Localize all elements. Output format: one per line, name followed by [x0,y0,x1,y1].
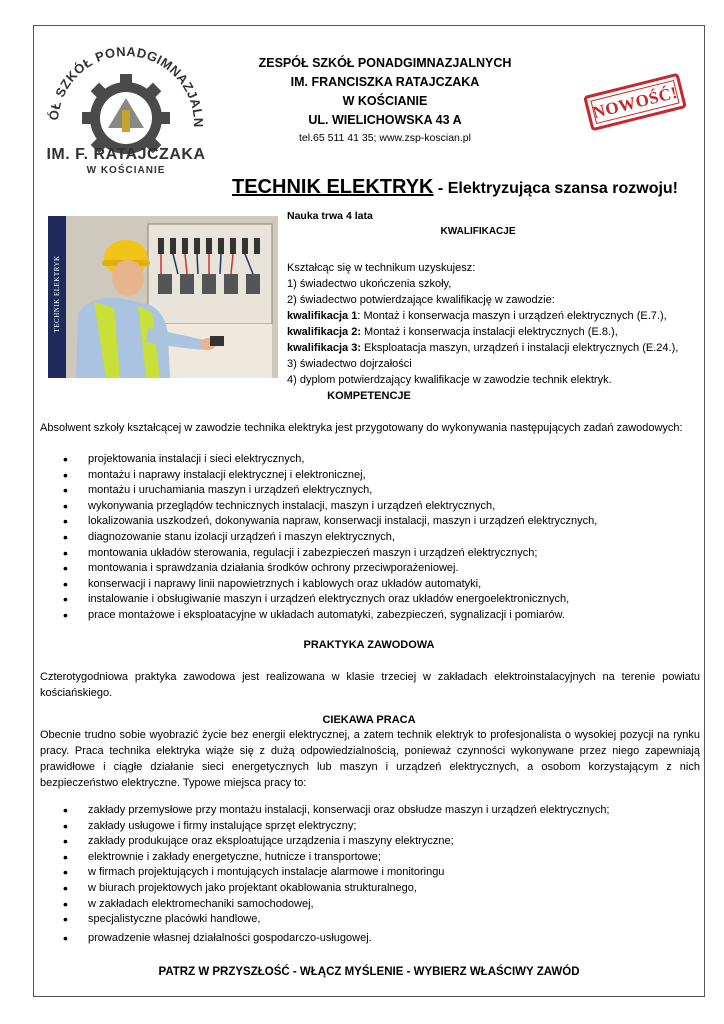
work-text [40,727,700,791]
practice-heading: PRAKTYKA ZAWODOWA [303,639,435,651]
list-item: • konserwacji i naprawy linii napowietrznych i kablowych oraz układów automatyki, [60,577,700,593]
qualifications-heading: KWALIFIKACJE [440,226,516,237]
list-item: • lokalizowania uszkodzeń, dokonywania napraw, konserwacji instalacji, maszyn i urządzeń elektrycznych, [60,514,700,530]
list-item: • projektowania instalacji i sieci elektrycznych, [60,452,700,468]
list-item: • prace montażowe i eksploatacyjne w układach automatyki, zabezpieczeń, sygnalizacji i pomiarów. [60,608,700,624]
work-heading: CIEKAWA PRACA [322,714,416,726]
list-item: • zakłady usługowe i firmy instalujące sprzęt elektryczny; [60,819,700,835]
qualification-1: kwalifikacja 1: Montaż i konserwacja maszyn i urządzeń elektrycznych (E.7.), [287,310,667,322]
list-item: • montowania i sprawdzania działania środków ochrony przeciwporażeniowej. [60,561,700,577]
workplaces-list [60,803,700,946]
list-item: • w zakładach elektromechaniki samochodowej, [60,897,700,913]
duration: Nauka trwa 4 lata [287,210,373,222]
intro-line-4: 4) dyplom potwierdzający kwalifikacje w zawodzie technik elektryk. [287,374,612,386]
stamp-text: NOWOŚĆ! [590,82,680,123]
photo-side-caption: TECHNIK ELEKTRYK [53,255,61,333]
logo-ring-text: ÓŁ SZKÓŁ PONADGIMNAZJALN [45,43,207,128]
list-item: • instalowanie i obsługiwanie maszyn i urządzeń elektrycznych oraz układów energoelektronicznych, [60,592,700,608]
logo-city: W KOŚCIANIE [86,165,166,176]
school-logo [36,36,216,186]
title-main: TECHNIK ELEKTRYK [232,176,434,198]
footer-slogan: PATRZ W PRZYSZŁOŚĆ - WŁĄCZ MYŚLENIE - WYBIERZ WŁAŚCIWY ZAWÓD [158,966,580,978]
list-item: • zakłady przemysłowe przy montażu instalacji, konserwacji oraz obsłudze maszyn i urządzeń elektrycznych; [60,803,700,819]
intro-line-1: 1) świadectwo ukończenia szkoły, [287,278,452,290]
work-description: Obecnie trudno sobie wyobrazić życie bez energii elektrycznej, a zatem technik elektryk to profesjonalista o wysokiej pozycji na rynku pracy. Praca technika elektryka wiąże się z dużą odpowiedzialnością, ponieważ czynności wykonywane przez niego zapewniają prawidłowe i ciągłe działanie sieci energetycznych lub maszyn i urządzeń elektrycznych, a osobom korzystającym z nich bezpieczeństwo elektryczne. [40,729,700,789]
list-item: • montowania układów sterowania, regulacji i zabezpieczeń maszyn i urządzeń elektrycznych; [60,546,700,562]
competencies-list [60,452,700,624]
school-line-2: IM. FRANCISZKA RATAJCZAKA [290,75,480,89]
list-item: • elektrownie i zakłady energetyczne, hutnicze i transportowe; [60,850,700,866]
title-sub: - Elektryzująca szansa rozwoju! [433,180,679,197]
list-item: • zakłady produkujące oraz eksploatujące urządzenia i maszyny elektryczne; [60,834,700,850]
list-item: • specjalistyczne placówki handlowe, [60,912,700,928]
list-item: • w biurach projektowych jako projektant okablowania strukturalnego, [60,881,700,897]
practice-text: Czterotygodniowa praktyka zawodowa jest realizowana w klasie trzeciej w zakładach elektroinstalacyjnych na terenie powiatu kościańskiego. [40,671,700,699]
intro-line-3: 3) świadectwo dojrzałości [287,358,412,370]
intro-section [287,208,699,388]
list-item: • wykonywania przeglądów technicznych instalacji, maszyn i urządzeń elektrycznych, [60,499,700,515]
qualification-3: kwalifikacja 3: Eksploatacja maszyn, urządzeń i instalacji elektrycznych (E.24.), [287,342,679,354]
list-item: • prowadzenie własnej działalności gospodarczo-usługowej. [60,931,700,947]
work-places-lead: Typowe miejsca pracy to: [180,777,307,789]
list-item: • montażu i naprawy instalacji elektrycznej i elektronicznej, [60,468,700,484]
school-line-4: UL. WIELICHOWSKA 43 A [308,113,462,127]
intro-line-2: 2) świadectwo potwierdzające kwalifikację w zawodzie: [287,294,555,306]
logo-name: IM. F. RATAJCZAKA [46,146,206,163]
list-item: • w firmach projektujących i montujących instalacje alarmowe i monitoringu [60,865,700,881]
school-header [230,54,540,146]
school-contact: tel.65 511 41 35; www.zsp-koscian.pl [299,132,471,144]
electrician-photo [48,216,278,378]
list-item: • diagnozowanie stanu izolacji urządzeń i maszyn elektrycznych, [60,530,700,546]
school-line-3: W KOŚCIANIE [342,94,428,108]
competencies-lead: Absolwent szkoły kształcącej w zawodzie technika elektryka jest przygotowany do wykonywania następujących zadań zawodowych: [40,422,683,434]
list-item: • montażu i uruchamiania maszyn i urządzeń elektrycznych, [60,483,700,499]
qualification-2: kwalifikacja 2: Montaż i konserwacja instalacji elektrycznych (E.8.), [287,326,618,338]
page-title [232,176,702,199]
intro-lead: Kształcąc się w technikum uzyskujesz: [287,262,476,274]
school-line-1: ZESPÓŁ SZKÓŁ PONADGIMNAZJALNYCH [258,56,512,70]
competencies-heading: KOMPETENCJE [327,390,411,402]
